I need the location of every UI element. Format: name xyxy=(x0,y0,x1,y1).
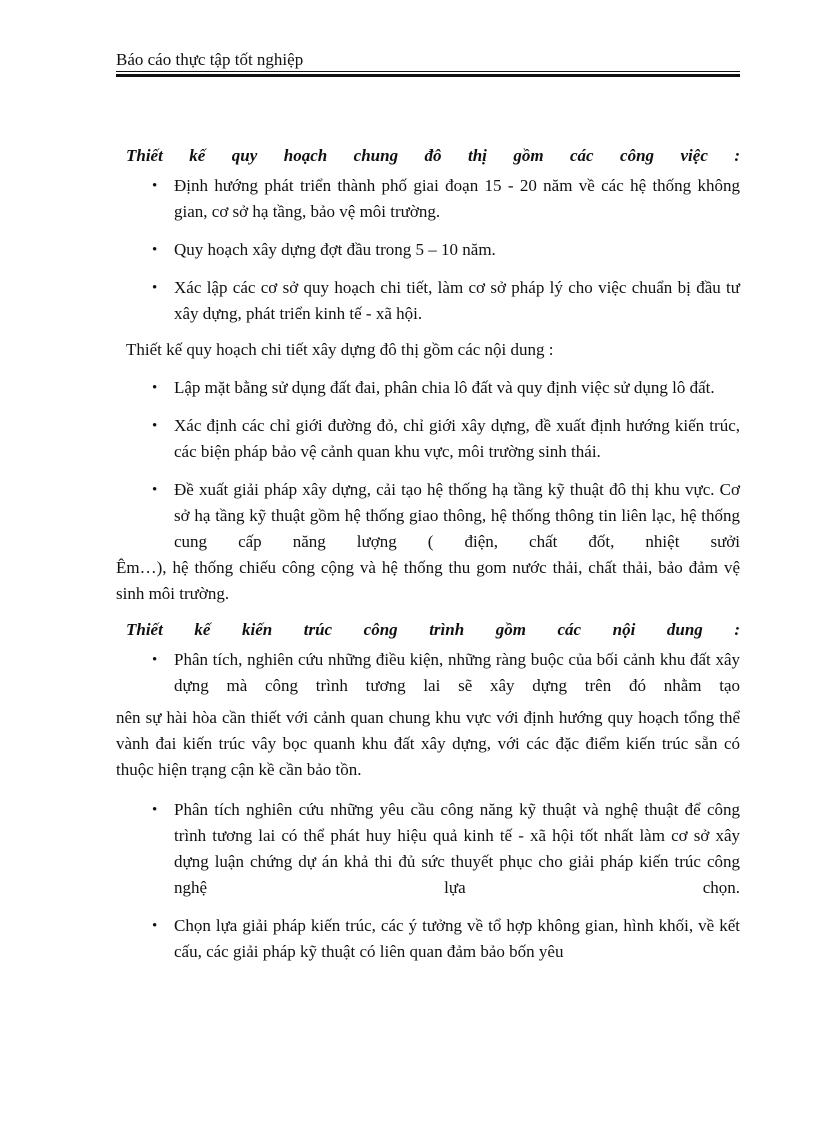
bullet-list-architecture-2 xyxy=(116,797,740,965)
list-item xyxy=(116,413,740,465)
bullet-icon: • xyxy=(152,178,158,194)
list-item xyxy=(116,275,740,327)
bullet-icon: • xyxy=(152,918,158,934)
bullet-list-architecture xyxy=(116,647,740,699)
bullet-list-urban-plan xyxy=(116,173,740,327)
list-item xyxy=(116,647,740,699)
list-item xyxy=(116,173,740,225)
bullet-icon: • xyxy=(152,802,158,818)
list-item-text: Xác định các chỉ giới đường đỏ, chỉ giới xây dựng, đề xuất định hướng kiến trúc, các biện pháp bảo vệ cảnh quan khu vực, môi trường sinh thái. xyxy=(174,416,740,461)
bullet-icon: • xyxy=(152,418,158,434)
list-item-text: Lập mặt bằng sử dụng đất đai, phân chia lô đất và quy định việc sử dụng lô đất. xyxy=(174,378,715,397)
list-item-text: Quy hoạch xây dựng đợt đầu trong 5 – 10 năm. xyxy=(174,240,496,259)
bullet-icon: • xyxy=(152,652,158,668)
bullet-icon: • xyxy=(152,242,158,258)
list-item xyxy=(116,237,740,263)
header-rule-thin xyxy=(116,71,740,72)
page-header-title: Báo cáo thực tập tốt nghiệp xyxy=(116,50,304,69)
document-body xyxy=(116,143,740,977)
bullet-icon: • xyxy=(152,482,158,498)
bullet-list-detail-plan xyxy=(116,375,740,555)
list-item xyxy=(116,477,740,555)
list-item-text: Đề xuất giải pháp xây dựng, cải tạo hệ thống hạ tầng kỹ thuật đô thị khu vực. Cơ sở hạ tầng kỹ thuật gồm hệ thống giao thông, hệ thống thông tin liên lạc, hệ thống cung cấp năng lượng ( điện, chất đốt, nhiệt sưởi xyxy=(174,480,740,551)
list-item-text: Định hướng phát triển thành phố giai đoạn 15 - 20 năm về các hệ thống không gian, cơ sở hạ tầng, bảo vệ môi trường. xyxy=(174,176,740,221)
bullet-icon: • xyxy=(152,280,158,296)
section-heading-detail-plan: Thiết kế quy hoạch chi tiết xây dựng đô thị gồm các nội dung : xyxy=(126,340,554,359)
bullet-icon: • xyxy=(152,380,158,396)
list-item-text: Chọn lựa giải pháp kiến trúc, các ý tưởng về tổ hợp không gian, hình khối, về kết cấu, các giải pháp kỹ thuật có liên quan đảm bảo bốn yêu xyxy=(174,916,740,961)
header-rule-thick xyxy=(116,74,740,77)
list-item-text: Xác lập các cơ sở quy hoạch chi tiết, làm cơ sở pháp lý cho việc chuẩn bị đầu tư xây dựng, phát triển kinh tế - xã hội. xyxy=(174,278,740,323)
list-item xyxy=(116,913,740,965)
list-item xyxy=(116,797,740,901)
section-heading-architecture: Thiết kế kiến trúc công trình gồm các nội dung : xyxy=(126,620,740,639)
section-heading-urban-plan: Thiết kế quy hoạch chung đô thị gồm các công việc : xyxy=(126,146,740,165)
paragraph-continuation: nên sự hài hòa cần thiết với cảnh quan chung khu vực với định hướng quy hoạch tổng thể vành đai kiến trúc vây bọc quanh khu đất xây dựng, với các đặc điểm kiến trúc sẵn có thuộc hiện trạng cận kề cần bảo tồn. xyxy=(116,708,740,779)
paragraph-continuation: Êm…), hệ thống chiếu công cộng và hệ thống thu gom nước thải, chất thải, bảo đảm vệ sinh môi trường. xyxy=(116,558,740,603)
list-item xyxy=(116,375,740,401)
list-item-text: Phân tích nghiên cứu những yêu cầu công năng kỹ thuật và nghệ thuật để công trình tương lai có thể phát huy hiệu quả kinh tế - xã hội tốt nhất làm cơ sở xây dựng luận chứng dự án khả thi đủ sức thuyết phục cho giải pháp kiến trúc công nghệ lựa chọn. xyxy=(174,800,740,897)
list-item-text: Phân tích, nghiên cứu những điều kiện, những ràng buộc của bối cảnh khu đất xây dựng mà công trình tương lai sẽ xây dựng trên đó nhằm tạo xyxy=(174,650,740,695)
